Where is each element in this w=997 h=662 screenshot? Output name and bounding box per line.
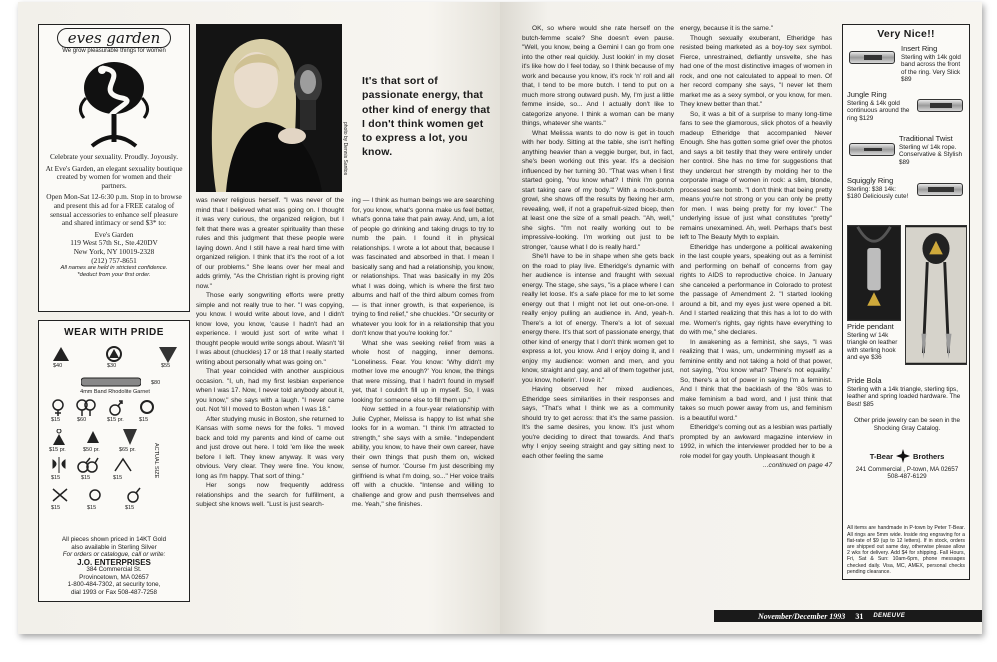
col1-paragraph: After studying music in Boston, she returned to Kansas with some news for the folks. "I moved back and told my parents and kind of came out and just drove out here. I told 'em like the week before I left. They knew anyway. It was very obvious. Very clear. They were fine. You know, long as I'm happy. That sort of thing." (196, 415, 344, 480)
eves-description: At Eve's Garden, an elegant sexuality boutique created by women for women and their partners. (45, 163, 183, 190)
eves-address-name: Eve's Garden (94, 229, 134, 239)
eves-address-city: New York, NY 10019-2328 (73, 246, 155, 256)
eves-phone: (212) 757-8651 (91, 255, 137, 265)
pride-price-16: $15 (125, 505, 135, 511)
pride-actual-size-label: ACTUAL SIZE (153, 443, 159, 479)
twist-ring-desc: Sterling w/ 14k rope. Conservative & Stylish $89 (899, 143, 962, 166)
pride-ad-title: WEAR WITH PRIDE (64, 327, 164, 338)
insert-ring-image (849, 51, 895, 64)
pride-bola-title: Pride Bola (847, 376, 882, 385)
article-column-1 (196, 196, 344, 628)
col4-paragraph: In awakening as a feminist, she says, "I was realizing that I was, um, undermining myself as a feminine entity and not taking a hold of that power, not saying, 'You know what? There's not equality.' So, there's a lot of power in saying I'm a feminist. And I think that the backlash of the '80s was to make feminism a bad word, and I just think that takes so much power away from us, and feminism is a beautiful word." (680, 338, 832, 422)
pride-pendant-title: Pride pendant (847, 322, 894, 331)
pride-band-ring-icon (81, 377, 141, 387)
pride-price-5: $60 (77, 417, 87, 423)
pride-pendant-icon (105, 345, 123, 363)
pride-mars-venus-icon (87, 487, 103, 503)
pride-company-name: J.O. ENTERPRISES (77, 557, 151, 567)
jungle-ring-text (847, 91, 913, 122)
pride-price-14: $15 (51, 505, 61, 511)
pride-bola-text (847, 377, 967, 408)
t-bear-address: 241 Commercial , P-town, MA 02657 (855, 466, 959, 473)
pride-price-10: $65 pr. (119, 447, 136, 453)
pride-price-8: $15 pr. (49, 447, 66, 453)
col4-paragraph: energy, because it is the same." (680, 25, 774, 32)
pride-band-label: 4mm Band Rhodolite Garnet (80, 389, 150, 395)
pride-band-price: $80 (151, 380, 161, 386)
pride-fax: dial 1993 or Fax 508-487-7258 (70, 588, 158, 596)
pride-price-4: $15 (51, 417, 61, 423)
pride-double-mars-icon (77, 457, 99, 473)
issue-date: November/December 1993 (758, 611, 846, 621)
jungle-ring-title: Jungle Ring (847, 90, 887, 99)
magazine-spread (18, 2, 982, 634)
twist-ring-image (849, 143, 895, 156)
pride-gold-note: All pieces shown priced in 14KT Gold (61, 536, 167, 543)
pride-silver-note: also available in Sterling Silver (71, 543, 157, 551)
eves-garden-ad (38, 24, 190, 312)
wear-with-pride-ad (38, 320, 190, 602)
pride-bola-image (905, 225, 967, 365)
page-number: 31 (855, 611, 864, 621)
pride-pendant-desc: Sterling w/ 14k triangle on leather with sterling hook and eye $36 (847, 331, 898, 362)
pride-inverted-triangle-icon (159, 347, 177, 363)
artist-photo (196, 24, 342, 192)
col3-paragraph: Having observed her mixed audiences, Etheridge sees similarities in their responses and says, "That's what I think we as a community should try to get across: that it's the same passion. It's the same desires, you know. It's just whom you're deciding to direct that towards. And that's why I enjoy seeing straight and gay sitting next to each other feeling the same (522, 386, 674, 460)
t-bear-logo (849, 449, 965, 463)
pride-price-3: $55 (161, 363, 171, 369)
squiggly-ring-image (917, 183, 963, 196)
article-column-3 (522, 24, 674, 600)
page-footer (714, 610, 982, 622)
squiggly-ring-title: Squiggly Ring (847, 176, 894, 185)
insert-ring-title: Insert Ring (901, 44, 938, 53)
insert-ring-text (901, 45, 967, 84)
pride-price-1: $40 (53, 363, 63, 369)
eves-confidence-note: All names are held in strictest confidence. (60, 265, 168, 272)
pride-price-7: $15 (139, 417, 149, 423)
pride-venus-symbol-icon (51, 399, 65, 417)
pride-order-note: For orders or catalogue, call or write: (62, 551, 166, 558)
squiggly-ring-text (847, 177, 909, 201)
star-burst-icon (896, 449, 910, 463)
col4-paragraph: So, it was a bit of a surprise to many long-time fans to see the glamorous, slick photos of a heavily madeup Etheridge that accompanied Never Enough. She has gotten some grief over the photos and says a bit testily that they were entirely under her control. She has no time for suggestions that they undercut her strength by molding her to the corporate image of women in rock: a slim, blonde, processed sex bomb. "I don't think that being pretty means you're not strong or you can only be pretty for men. I was being pretty for my lover." The underlying issue of just what constitutes "pretty" remains unexamined. Ah, well. Perhaps that's best left to The Beauty Myth to explain. (680, 110, 832, 241)
t-bear-name: T-Bear (869, 451, 894, 461)
t-bear-brothers-info (849, 449, 965, 480)
right-page (500, 2, 982, 634)
article-column-2 (352, 196, 494, 628)
pride-mars-icon (127, 487, 141, 503)
eves-celebrate: Celebrate your sexuality. Proudly. Joyously. (49, 152, 179, 161)
brothers-name: Brothers (913, 451, 945, 461)
very-nice-title: Very Nice!! (877, 28, 935, 40)
very-nice-jewelry-ad (842, 24, 970, 580)
eves-garden-logo: eves garden (57, 28, 172, 48)
col4-paragraph: Etheridge has undergone a political awakening in the last couple years, speaking out as a feminist and performing on behalf of concerns from gay rights to AIDS to reproductive choice. In January she canceled a performance in Colorado to protest the passage of Amendment 2. "I started looking around a bit, and my eyes just were opened a bit. And I started realizing that this has a lot to do with me. Women's rights, gay rights have everything to do with me," she declares. (680, 243, 832, 336)
squiggly-ring-desc: Sterling: $38 14k: $180 Deliciously cute! (847, 185, 909, 201)
twist-ring-title: Traditional Twist (899, 134, 953, 143)
eves-address-street: 119 West 57th St., Ste.420DV (70, 238, 158, 248)
pride-chain-icon (113, 457, 133, 473)
snake-tree-illustration (72, 58, 156, 150)
col3-paragraph: OK, so where would she rate herself on the butch-femme scale? She doesn't even pause. "Well, you know, being a Gemini I can go from one into the other real quickly. Just lookin' in my closet it's like how do I feel today, so I think because of my work and because you know, it's rock 'n' roll and all that, I tend to be more butch. I tend to put on a much more strong outward push. My, I'm just a little femme inside, so... And I actually don't like to categorize anyone. I think a woman can be many things, whatever she wants." (522, 25, 674, 127)
pride-price-13: $15 (113, 475, 123, 481)
pride-ad-footer (43, 536, 185, 596)
pride-link-icon (51, 487, 69, 503)
col3-paragraph: What Melissa wants to do now is get in touch with her body. Sitting at the table, she isn't hefting anything heavier than a veggie burger, but, in fact, she's been working out this year. It's a decision influenced by her turning 30. "That was when I first started going, 'You know what? I think I'm gonna start taking care of my body.'" With a mock-butch growl, she shows off the results by flexing her arm, revealing, well, if not a grapefruit-sized bicep, then at least one the size of a small peach. "Ah, well," she sighs. "I'm not really working out to be impressive-looking. I'm working out just to be stronger, 'cause what I do is really hard." (522, 129, 674, 251)
t-bear-phone: 508-487-6129 (887, 473, 927, 480)
col1-paragraph: was never religious herself. "I was never of the mind that I believed what was going on. I thought it was very curious, the organized religion, but I felt that there was a greater spirituality than these rules and this judgment that these people were laying down. And I still have a real hard time with organized religion. I think that it's the root of a lot of our problems." She leans over her meal and adds grimly, "As the Christian right is proving right now." (196, 197, 344, 290)
pride-street: 384 Commercial St. (86, 566, 142, 573)
pride-price-6: $15 pr. (107, 417, 124, 423)
pride-pendant-image (847, 225, 901, 321)
pride-pendant-text (847, 323, 903, 362)
pride-price-12: $15 (81, 475, 91, 481)
magazine-name: DENEUVE (873, 613, 906, 619)
pride-ring-icon (139, 399, 155, 415)
col1-paragraph: Her songs now frequently address relationships and the search for fulfillment, a subject she knows well. "Lust is just search- (196, 482, 344, 508)
pride-city: Provincetown, MA 02657 (79, 573, 149, 581)
col4-paragraph: Etheridge's coming out as a lesbian was partially prompted by an awkward magazine interview in 1992, in which the interviewer prodded her to be a role model for gay youth. Unpleasant though it (680, 424, 833, 460)
left-page (18, 2, 500, 634)
pride-mars-earring-icon (109, 399, 123, 417)
pride-small-triangle-icon (87, 431, 99, 443)
col3-paragraph: She'll have to be in shape when she gets back on the road to play live. Etheridge's dynamic with her audience is intense and fraught with sexual energy. The stage, she says, "is a place where I can really let loose. It's a safe place for me to let some energy out that I might not let out one-on-one. I really enjoy pulling an audience in. And, yeah-h. There's a lot of energy. There's a lot of sexual energy there. It's that sort of passionate energy, that other kind of energy that I don't think women get to express a lot, you know. And I enjoy doing it, and I enjoy my audience: women and men, and you know, straight and gay, and all of them together just, you know, hollerin'. I love it." (522, 253, 675, 384)
pride-phone: 1-800-484-7302, at security tone, (67, 581, 161, 588)
pride-price-11: $15 (51, 475, 61, 481)
pride-labrys-icon (51, 457, 67, 473)
col1-paragraph: Those early songwriting efforts were pretty simple and not really true to her. "I was copying, you know. I would write about love, and I didn't know love, you know, 'cause I hadn't had an experience. I would just sort of write what I thought people would write songs about. Wasn't 'til I was about (chuckles) 17 or 18 that I really started writing about personally what was going on." (196, 292, 344, 366)
pride-triangle-earring-icon (53, 429, 65, 445)
pride-price-9: $50 pr. (83, 447, 100, 453)
continued-note: ...continued on page 47 (763, 462, 832, 469)
col2-paragraph: Now settled in a four-year relationship with Julie Cypher, Melissa is happy to list what she looks for in a woman. "I think I'm attracted to strength," she says with a smile. "Independent ability, you know, to have their own career, have their own things that push them on, wicked sense of humor. 'Course I'm just describing my girlfriend is what I'm doing, so..." Her voice trails off with a chuckle. "Intense and willing to challenge and grow and push themselves and me. Yeah," she finishes. (352, 406, 494, 508)
pull-quote: It's that sort of passionate energy, that other kind of energy that I don't think women get to express a lot, you know. (362, 75, 491, 159)
eves-offer: Open Mon-Sat 12-6:30 p.m. Stop in to browse and present this ad for a FREE catalog of sensual accessories to enhance self pleasure and shared intimacy or send $3* to: (46, 192, 182, 228)
pride-triangle-icon (53, 347, 69, 361)
eves-garden-tagline: We grow pleasurable things for women (62, 48, 166, 54)
pride-jewelry-grid (47, 343, 183, 519)
pride-bola-desc: Sterling with a 14k triangle, sterling tips, leather and spring loaded hardware. The Best! $85 (847, 385, 961, 408)
col4-paragraph: Though sexually exuberant, Etheridge has resisted being marketed as a boy-toy sex symbol. Fierce, unrestrained, defiantly unsvelte, she has had one of the most distinctive images of women in rock, and one not calculated to appeal to men. Of her record company she says, "I never let them market me as a sexy symbol, or you know, for men. They knew better than that." (680, 34, 832, 108)
insert-ring-desc: Sterling with 14k gold band across the front of the ring. Very Slick $89 (901, 53, 961, 84)
jungle-ring-desc: Sterling & 14k gold continuous around the ring $129 (847, 99, 910, 122)
pride-price-15: $15 (87, 505, 97, 511)
pride-double-venus-icon (75, 399, 97, 417)
pride-price-2: $30 (107, 363, 117, 369)
very-nice-fine-print: All items are handmade in P-town by Peter T-Bear. All rings are 5mm wide. Inside ring engraving for a flat-rate of $9 (up to 12 letters). If in stock, orders are shipped out same day, otherwise please allow 2 wks for delivery. Add $4 for shipping. Fall Hours, Fri, Sat & Sun: 10am-6pm, phone messages checked daily. Visa, MC, AMEX, personal checks pending clearance. (847, 525, 965, 575)
photo-credit: photo by Dennis Santos (342, 122, 348, 176)
col2-paragraph: What she was seeking relief from was a whole host of nagging, inner demons. "Loneliness. Fear. You know: 'Why didn't my mother love me enough?' You know, the things that were missing, that I hadn't found in myself yet, that I couldn't fill up in myself. So, I was looking for someone else to fill them up." (352, 339, 494, 404)
col2-paragraph: ing — I think as human beings we are searching for, you know, what's gonna make us feel better, what's gonna take that pain away. And, um, a lot of people go drinking and taking drugs to try to numb the pain. I found it in physical relationships. I wrote a lot about that, because I was fascinated and absorbed in that. I mean I basically sang and had a relationship, you know, or relationships. That was basically in my 20s what I was doing, which is where the first two albums and half of the third album comes from — is that inner growth, is that experience, is trying to find relief," she chuckles. "Or security or whatever you look for in a relationship that you don't know that you're looking for." (352, 197, 494, 337)
eves-deduct-note: *deduct from your first order. (77, 272, 151, 279)
pride-dangle-triangle-icon (123, 429, 137, 445)
col1-paragraph: That year coincided with another auspicious occasion. "I, uh, had my first lesbian experience when I was 17. Now, I never told anybody about it, you know," she says with a laugh. "I never came out. Not 'til I moved to Boston when I was 18." (196, 368, 344, 413)
shocking-gray-note: Other pride jewelry can be seen in the Shocking Gray Catalog. (853, 417, 961, 432)
jungle-ring-image (917, 99, 963, 112)
twist-ring-text (899, 135, 969, 166)
article-column-4 (680, 24, 832, 600)
